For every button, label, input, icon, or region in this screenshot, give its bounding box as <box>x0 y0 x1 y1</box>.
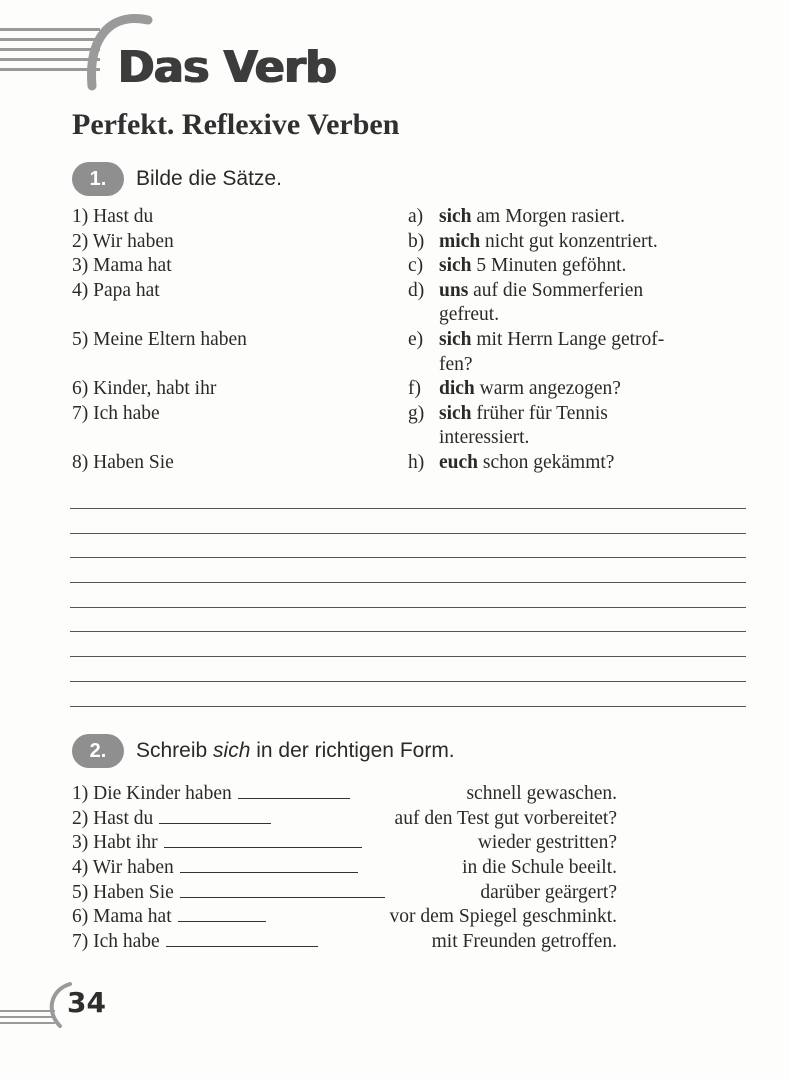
left-item: 2) Wir haben <box>72 230 174 252</box>
task1-left-column <box>72 205 247 476</box>
row-end: darüber geärgert? <box>480 881 617 903</box>
left-item: 5) Meine Eltern haben <box>72 328 247 350</box>
row-end: auf den Test gut vorbereitet? <box>394 807 617 829</box>
right-item-text: auf die Sommerferien <box>468 279 644 301</box>
section-subtitle: Perfekt. Reflexive Verben <box>72 108 400 141</box>
task2-instruction: Schreib sich in der richtigen Form. <box>136 739 455 762</box>
left-item: 8) Haben Sie <box>72 451 174 473</box>
fill-in-blank[interactable] <box>180 883 385 898</box>
task1-number-badge: 1. <box>72 162 124 196</box>
reflexive-pronoun: sich <box>439 206 472 227</box>
reflexive-pronoun: mich <box>439 230 481 252</box>
right-item-text: mit Herrn Lange getrof- <box>471 328 665 350</box>
answer-line[interactable] <box>70 582 746 583</box>
right-item <box>408 205 753 230</box>
fill-in-blank[interactable] <box>238 784 350 799</box>
row-start: 3) Habt ihr <box>72 832 158 854</box>
right-item-text: 5 Minuten geföhnt. <box>471 255 627 277</box>
right-item-label: e) <box>408 328 424 350</box>
task1-header <box>72 162 282 196</box>
right-item <box>408 377 753 402</box>
left-item: 4) Papa hat <box>72 279 160 301</box>
fill-in-row <box>72 782 617 807</box>
answer-line[interactable] <box>70 607 746 608</box>
task2-header <box>72 734 455 768</box>
page-number: 34 <box>67 986 106 1019</box>
task1-instruction: Bilde die Sätze. <box>136 167 282 190</box>
fill-in-blank[interactable] <box>159 809 271 824</box>
right-item-text: schon gekämmt? <box>478 451 615 473</box>
right-item-label: a) <box>408 206 424 227</box>
answer-line[interactable] <box>70 681 746 682</box>
reflexive-pronoun: sich <box>439 255 472 277</box>
fill-in-row <box>72 905 617 930</box>
right-item-continuation: gefreut. <box>439 304 500 326</box>
row-start: 7) Ich habe <box>72 931 160 953</box>
fill-in-blank[interactable] <box>180 858 358 873</box>
fill-in-row <box>72 856 617 881</box>
reflexive-pronoun: sich <box>439 402 472 424</box>
right-item-text: am Morgen rasiert. <box>471 206 625 227</box>
row-end: wieder gestritten? <box>477 832 617 854</box>
row-end: schnell gewaschen. <box>466 783 617 804</box>
task2-exercise <box>72 782 617 955</box>
row-start: 2) Hast du <box>72 807 154 829</box>
right-item <box>408 451 753 476</box>
right-item-text: früher für Tennis <box>471 402 608 424</box>
answer-line[interactable] <box>70 706 746 707</box>
answer-line[interactable] <box>70 533 746 534</box>
left-item: 6) Kinder, habt ihr <box>72 378 217 400</box>
fill-in-row <box>72 930 617 955</box>
instruction-emphasis: sich <box>213 739 251 762</box>
right-item <box>408 279 753 328</box>
row-start: 1) Die Kinder haben <box>72 783 232 804</box>
row-end: mit Freunden getroffen. <box>431 931 617 953</box>
row-start: 4) Wir haben <box>72 857 174 879</box>
reflexive-pronoun: euch <box>439 451 478 473</box>
reflexive-pronoun: dich <box>439 378 475 400</box>
fill-in-blank[interactable] <box>178 907 266 922</box>
fill-in-row <box>72 807 617 832</box>
fill-in-blank[interactable] <box>164 833 362 848</box>
right-item-text: nicht gut konzentriert. <box>480 230 658 252</box>
answer-line[interactable] <box>70 631 746 632</box>
answer-line[interactable] <box>70 557 746 558</box>
right-item-label: f) <box>408 378 421 400</box>
right-item-text: warm angezogen? <box>474 378 621 400</box>
right-item-label: c) <box>408 255 424 277</box>
task2-number-badge: 2. <box>72 734 124 768</box>
chapter-title: Das Verb <box>118 42 337 93</box>
answer-line[interactable] <box>70 508 746 509</box>
fill-in-row <box>72 831 617 856</box>
right-item <box>408 402 753 451</box>
left-item: 3) Mama hat <box>72 255 172 277</box>
right-item-label: h) <box>408 451 425 473</box>
left-item: 1) Hast du <box>72 206 154 227</box>
left-item: 7) Ich habe <box>72 402 160 424</box>
right-item <box>408 230 753 255</box>
row-start: 6) Mama hat <box>72 906 172 928</box>
right-item <box>408 254 753 279</box>
fill-in-row <box>72 881 617 906</box>
reflexive-pronoun: uns <box>439 279 469 301</box>
answer-line[interactable] <box>70 656 746 657</box>
right-item-label: b) <box>408 230 425 252</box>
right-item-label: d) <box>408 279 425 301</box>
task1-answer-lines[interactable] <box>70 508 746 730</box>
right-item-label: g) <box>408 402 425 424</box>
right-item-continuation: interessiert. <box>439 427 530 449</box>
row-end: in die Schule beeilt. <box>462 857 617 879</box>
reflexive-pronoun: sich <box>439 328 472 350</box>
row-start: 5) Haben Sie <box>72 881 174 903</box>
task1-right-column <box>408 205 753 476</box>
right-item-continuation: fen? <box>439 353 473 375</box>
row-end: vor dem Spiegel geschminkt. <box>389 906 617 928</box>
right-item <box>408 328 753 377</box>
fill-in-blank[interactable] <box>166 932 318 947</box>
